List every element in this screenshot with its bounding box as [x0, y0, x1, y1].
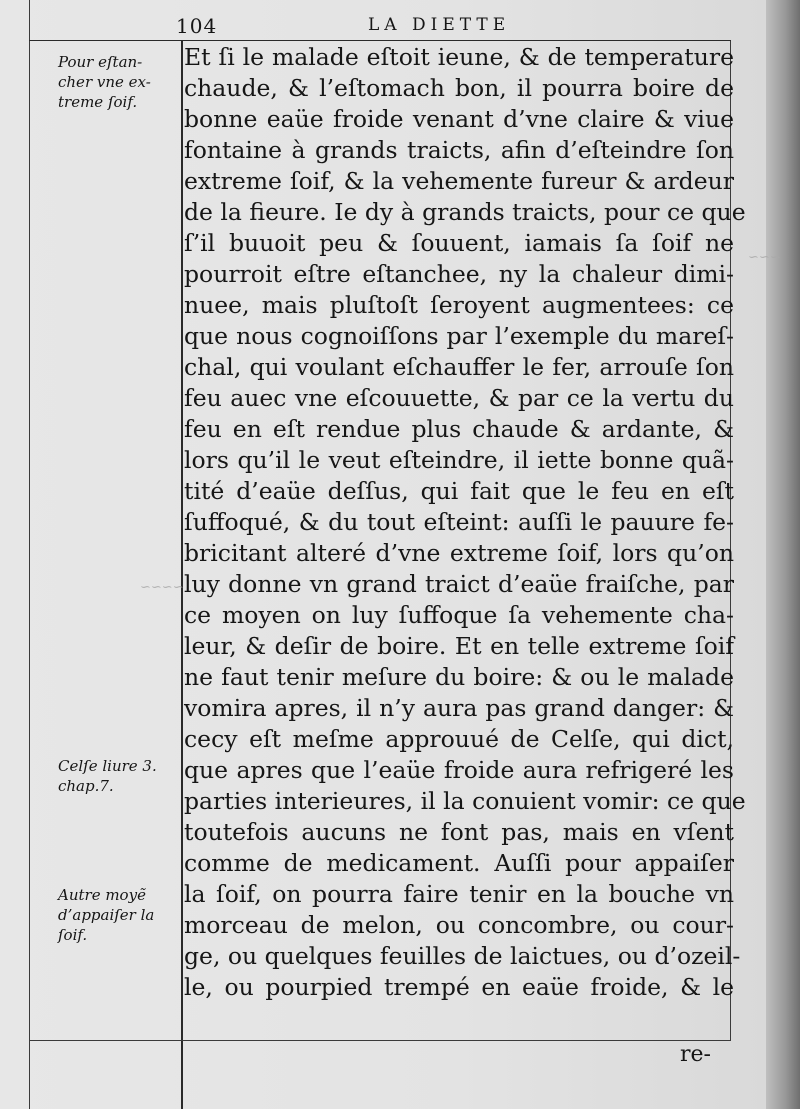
text-line: extreme ſoif, & la vehemente fureur & ardeur: [184, 167, 734, 195]
text-line: ge, ou quelques feuilles de laictues, ou d’ozeil-: [184, 942, 741, 970]
page-number: 104: [176, 14, 218, 38]
outer-margin-rule: [29, 0, 30, 1109]
text-line: ſuffoqué, & du tout eſteint: auſſi le pauure fe-: [184, 508, 734, 536]
binding-gutter: [766, 0, 800, 1109]
text-line: bricitant alteré d’vne extreme ſoif, lors qu’on: [184, 539, 734, 567]
text-line: chaude, & l’eſtomach bon, il pourra boire de: [184, 74, 734, 102]
bleed-through-mark: ~~~: [748, 250, 781, 265]
margin-note-line: ſoif.: [58, 926, 88, 944]
margin-note-other-means: [58, 885, 182, 945]
text-line: leur, & deſir de boire. Et en telle extreme ſoif: [184, 632, 734, 660]
text-line: lors qu’il le veut eſteindre, il iette bonne quã-: [184, 446, 734, 474]
margin-note-line: chap.7.: [58, 777, 114, 795]
margin-note-line: Autre moyẽ: [58, 886, 146, 904]
margin-note-line: Pour eſtan-: [58, 53, 143, 71]
text-line: chal, qui voulant eſchauffer le fer, arrouſe ſon: [184, 353, 734, 381]
text-line: morceau de melon, ou concombre, ou cour-: [184, 911, 734, 939]
header-rule: [29, 40, 731, 41]
text-line: que apres que l’eaüe froide aura refrigeré les: [184, 756, 734, 784]
margin-note-line: d’appaiſer la: [58, 906, 155, 924]
text-line: ne faut tenir meſure du boire: & ou le malade: [184, 663, 734, 691]
text-line: comme de medicament. Auſſi pour appaiſer: [184, 849, 734, 877]
margin-note-celse: [58, 756, 182, 796]
text-line: Et ſi le malade eſtoit ieune, & de temperature: [184, 43, 734, 71]
text-line: cecy eſt meſme approuué de Celſe, qui dict,: [184, 725, 734, 753]
margin-note-rule: [181, 40, 183, 1109]
text-line: fontaine à grands traicts, afin d’eſteindre ſon: [184, 136, 734, 164]
text-line: pourroit eſtre eſtanchee, ny la chaleur dimi-: [184, 260, 734, 288]
text-line: vomira apres, il n’y aura pas grand danger: &: [184, 694, 734, 722]
text-line: que nous cognoiſſons par l’exemple du mareſ-: [184, 322, 734, 350]
text-line: le, ou pourpied trempé en eaüe froide, & le: [184, 973, 734, 1001]
main-text-block: [184, 42, 746, 1003]
bleed-through-mark: ~~~~: [140, 580, 184, 595]
text-line: ſ’il buuoit peu & ſouuent, iamais ſa ſoif ne: [184, 229, 734, 257]
catchword: re-: [680, 1042, 711, 1067]
text-line: bonne eaüe froide venant d’vne claire & viue: [184, 105, 734, 133]
margin-note-thirst: [58, 52, 182, 112]
text-line: parties interieures, il la conuient vomir: ce que: [184, 787, 746, 815]
margin-note-line: treme ſoif.: [58, 93, 138, 111]
text-line: tité d’eaüe deſſus, qui fait que le feu en eſt: [184, 477, 734, 505]
text-line: la ſoif, on pourra faire tenir en la bouche vn: [184, 880, 734, 908]
text-line: luy donne vn grand traict d’eaüe fraiſche, par: [184, 570, 734, 598]
text-line: toutefois aucuns ne font pas, mais en vſent: [184, 818, 734, 846]
text-line: ce moyen on luy ſuffoque ſa vehemente cha-: [184, 601, 734, 629]
margin-note-line: cher vne ex-: [58, 73, 151, 91]
page-header: [176, 14, 536, 40]
text-line: feu en eſt rendue plus chaude & ardante, &: [184, 415, 734, 443]
running-title: LA DIETTE: [368, 15, 511, 35]
text-line: de la fieure. Ie dy à grands traicts, pour ce que: [184, 198, 746, 226]
margin-note-line: Celſe liure 3.: [58, 757, 157, 775]
footer-rule: [29, 1040, 731, 1041]
text-line: feu auec vne eſcouuette, & par ce la vertu du: [184, 384, 734, 412]
text-line: nuee, mais pluſtoſt ſeroyent augmentees: ce: [184, 291, 734, 319]
